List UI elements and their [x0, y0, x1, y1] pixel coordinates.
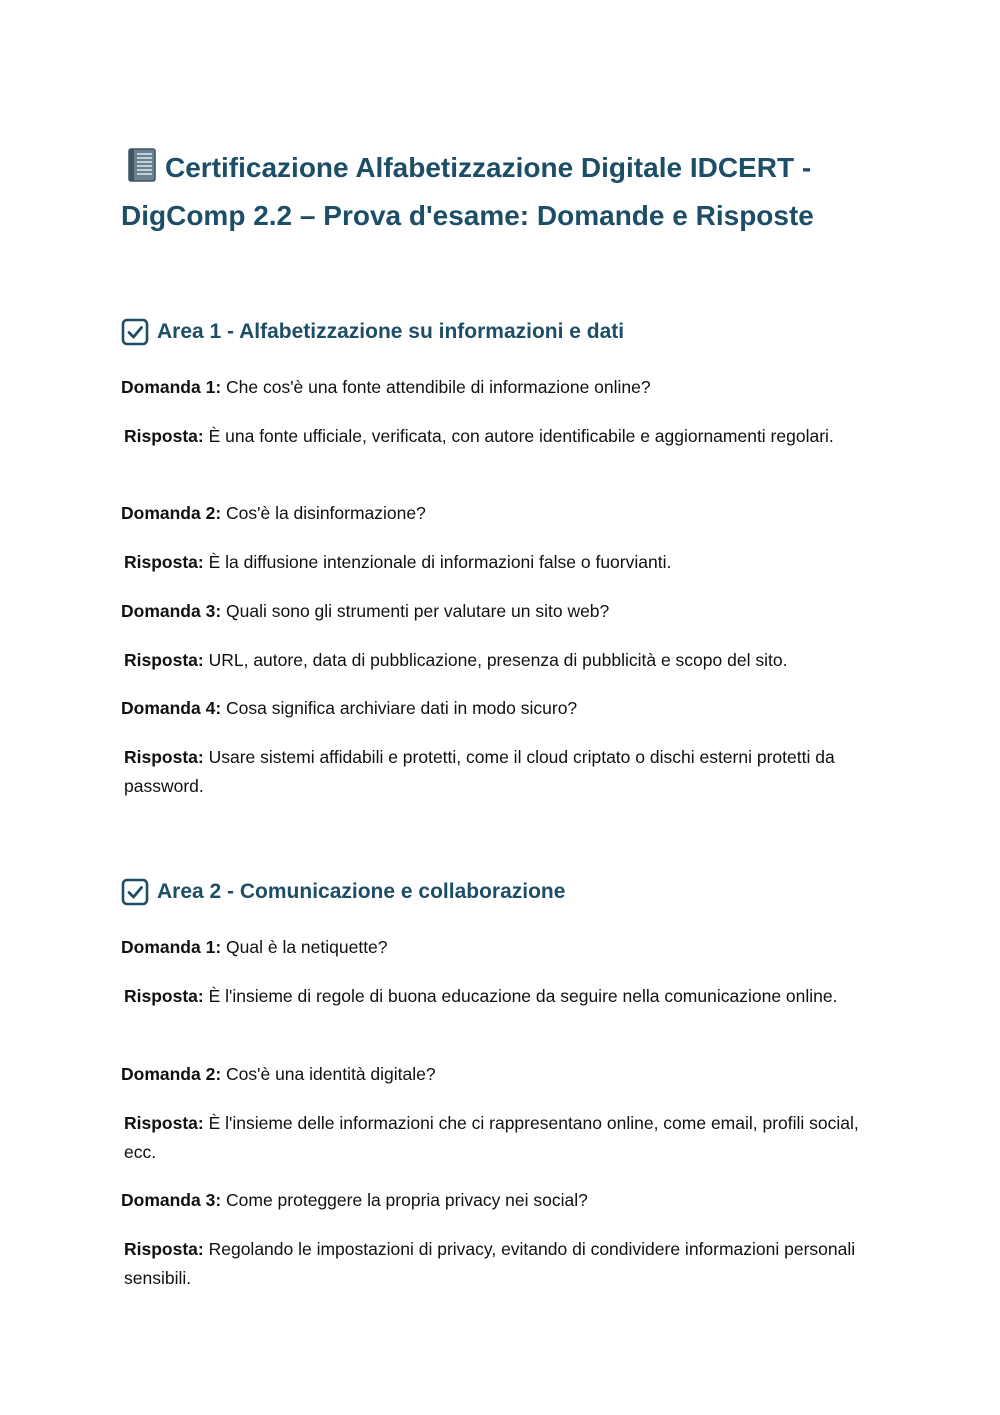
- question-text: Quali sono gli strumenti per valutare un sito web?: [221, 601, 610, 621]
- question: [121, 373, 881, 402]
- notebook-icon: [127, 148, 157, 194]
- answer-label: Risposta:: [124, 426, 204, 446]
- question-text: Cos'è una identità digitale?: [221, 1064, 436, 1084]
- answer: [121, 548, 884, 577]
- question-label: Domanda 4:: [121, 698, 222, 718]
- question-text: Cos'è la disinformazione?: [221, 503, 426, 523]
- question-label: Domanda 1:: [121, 937, 222, 957]
- answer-label: Risposta:: [124, 986, 204, 1006]
- section-heading-text: Area 1 - Alfabetizzazione su informazioni e dati: [157, 320, 625, 343]
- section-heading: [121, 317, 881, 347]
- question-label: Domanda 3:: [121, 601, 222, 621]
- question-label: Domanda 3:: [121, 1190, 222, 1210]
- question: [121, 597, 881, 626]
- answer-text: È una fonte ufficiale, verificata, con autore identificabile e aggiornamenti regolari.: [203, 426, 834, 446]
- answer-text: È l'insieme delle informazioni che ci rappresentano online, come email, profili social, ecc.: [124, 1113, 859, 1162]
- answer: [121, 646, 884, 675]
- question-label: Domanda 2:: [121, 503, 222, 523]
- answer-text: Regolando le impostazioni di privacy, evitando di condividere informazioni personali sensibili.: [124, 1239, 856, 1288]
- answer: [121, 743, 864, 801]
- answer: [121, 422, 864, 451]
- question-text: Che cos'è una fonte attendibile di informazione online?: [221, 377, 651, 397]
- answer-label: Risposta:: [124, 650, 204, 670]
- answer-text: Usare sistemi affidabili e protetti, come il cloud criptato o dischi esterni protetti da password.: [124, 747, 835, 796]
- section-area-2: [121, 877, 881, 1288]
- question-text: Qual è la netiquette?: [221, 937, 388, 957]
- answer-text: È l'insieme di regole di buona educazione da seguire nella comunicazione online.: [203, 986, 838, 1006]
- answer-label: Risposta:: [124, 552, 204, 572]
- question: [121, 933, 881, 962]
- question: [121, 1060, 881, 1089]
- answer-text: URL, autore, data di pubblicazione, presenza di pubblicità e scopo del sito.: [203, 650, 788, 670]
- question-label: Domanda 2:: [121, 1064, 222, 1084]
- answer-label: Risposta:: [124, 747, 204, 767]
- question-text: Cosa significa archiviare dati in modo sicuro?: [221, 698, 578, 718]
- answer-label: Risposta:: [124, 1113, 204, 1133]
- answer-text: È la diffusione intenzionale di informazioni false o fuorvianti.: [203, 552, 672, 572]
- question: [121, 1186, 881, 1215]
- question: [121, 499, 881, 528]
- answer: [121, 982, 864, 1011]
- section-heading: [121, 877, 881, 907]
- answer: [121, 1109, 864, 1167]
- question-label: Domanda 1:: [121, 377, 222, 397]
- checkbox-icon: [121, 318, 149, 346]
- checkbox-icon: [121, 878, 149, 906]
- section-heading-text: Area 2 - Comunicazione e collaborazione: [157, 880, 566, 903]
- answer-label: Risposta:: [124, 1239, 204, 1259]
- page-title: [121, 146, 881, 237]
- page-title-text: Certificazione Alfabetizzazione Digitale IDCERT - DigComp 2.2 – Prova d'esame: Domande e Risposte: [121, 152, 814, 231]
- section-area-1: [121, 317, 881, 796]
- question-text: Come proteggere la propria privacy nei social?: [221, 1190, 588, 1210]
- question: [121, 694, 881, 723]
- answer: [121, 1235, 864, 1293]
